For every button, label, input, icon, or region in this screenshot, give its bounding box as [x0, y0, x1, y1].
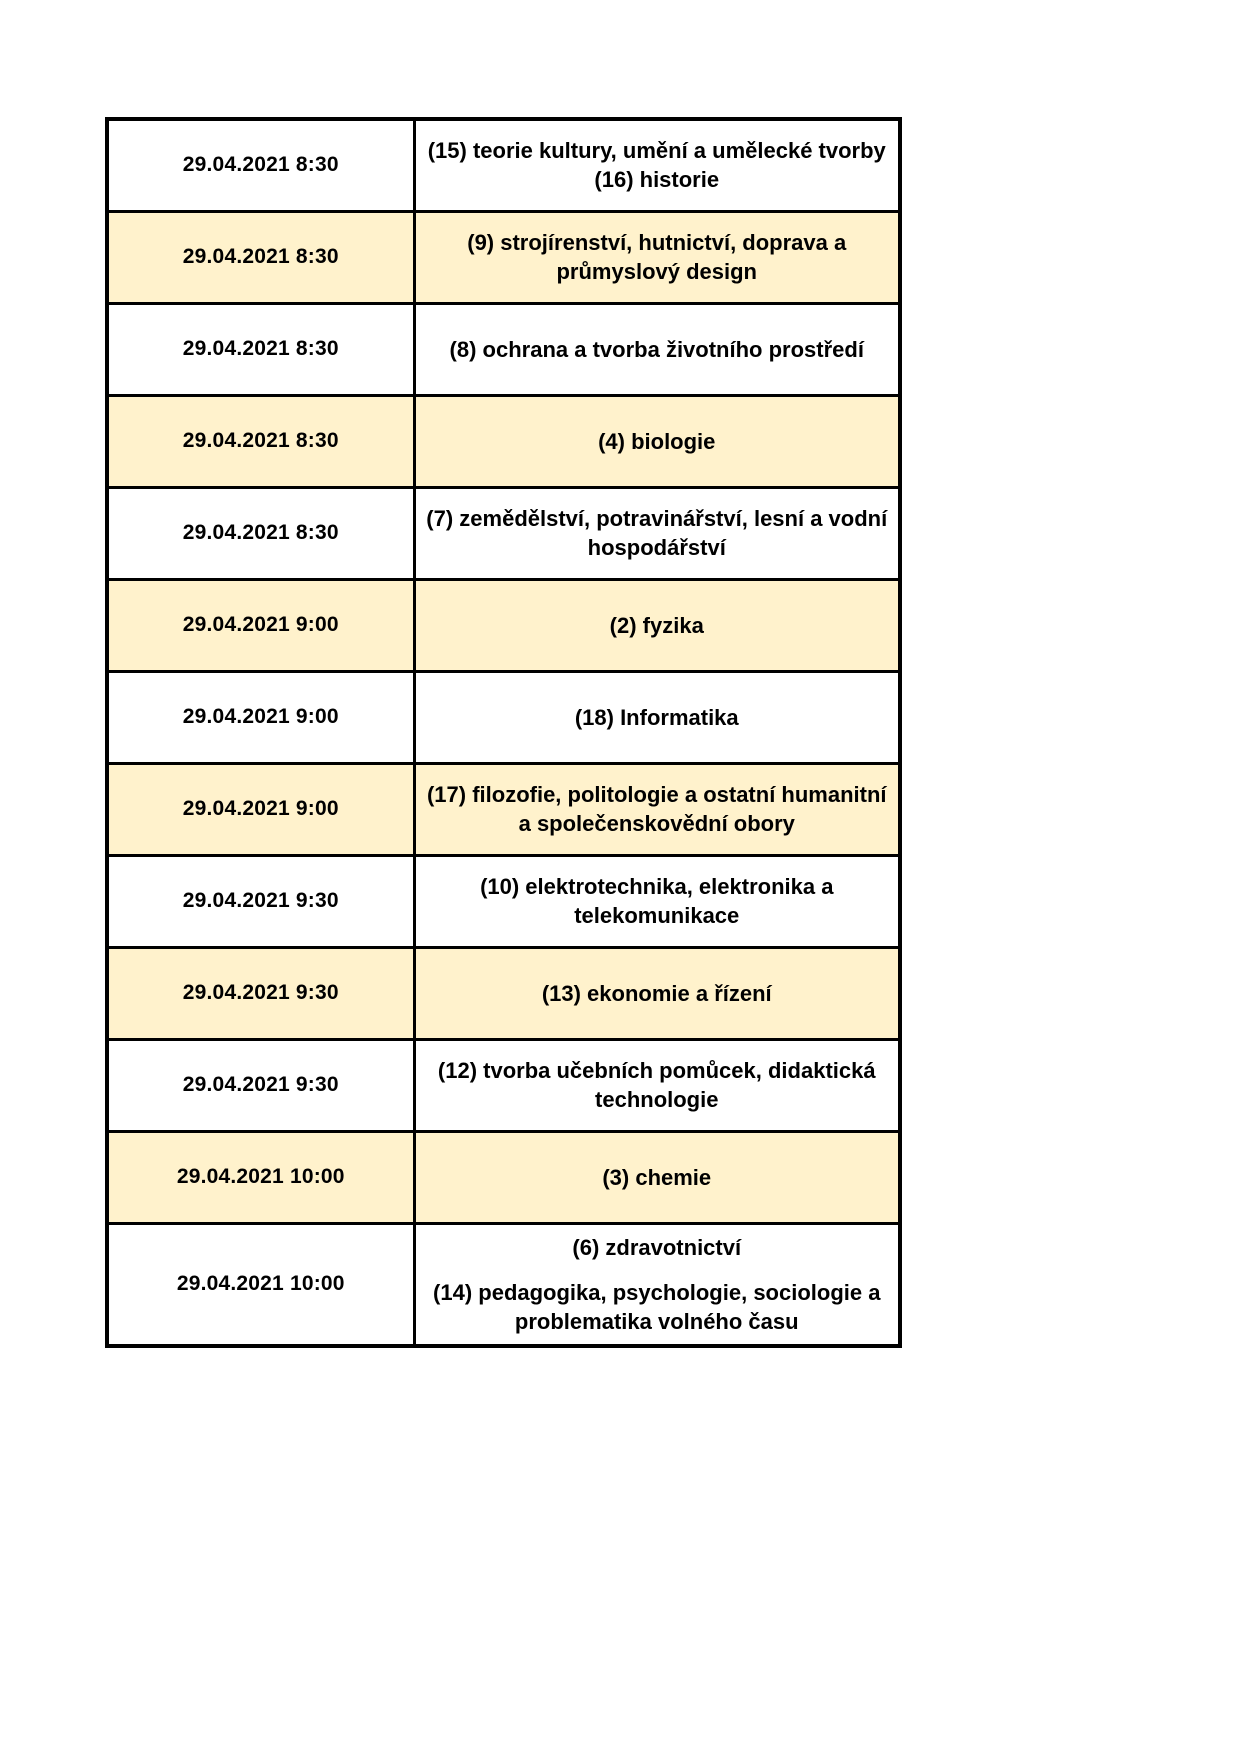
subject-line: (3) chemie [602, 1164, 712, 1190]
table-row [107, 579, 900, 671]
date-cell: 29.04.2021 9:00 [107, 579, 414, 671]
subject-line: (17) filozofie, politologie a ostatní humanitní a společenskovědní obory [426, 782, 887, 836]
subject-cell [414, 671, 900, 763]
table-row [107, 763, 900, 855]
subject-line: (13) ekonomie a řízení [541, 980, 772, 1006]
table-row [107, 395, 900, 487]
schedule-body [107, 119, 900, 1346]
date-cell: 29.04.2021 9:00 [107, 763, 414, 855]
date-cell: 29.04.2021 10:00 [107, 1223, 414, 1346]
table-row [107, 855, 900, 947]
subject-cell [414, 487, 900, 579]
date-cell: 29.04.2021 8:30 [107, 395, 414, 487]
subject-cell [414, 763, 900, 855]
table-row [107, 119, 900, 211]
subject-cell [414, 211, 900, 303]
subject-cell [414, 947, 900, 1039]
subject-cell [414, 1039, 900, 1131]
subject-cell [414, 119, 900, 211]
date-cell: 29.04.2021 10:00 [107, 1131, 414, 1223]
table-row [107, 1223, 900, 1346]
table-row [107, 1039, 900, 1131]
subject-line: (7) zemědělství, potravinářství, lesní a vodní hospodářství [426, 506, 888, 560]
date-cell: 29.04.2021 8:30 [107, 211, 414, 303]
subject-line: (9) strojírenství, hutnictví, doprava a průmyslový design [467, 230, 847, 284]
date-cell: 29.04.2021 9:30 [107, 947, 414, 1039]
table-row [107, 487, 900, 579]
subject-line: (2) fyzika [609, 612, 704, 638]
table-row [107, 947, 900, 1039]
subject-line: (14) pedagogika, psychologie, sociologie a problematika volného času [433, 1279, 881, 1334]
date-cell: 29.04.2021 8:30 [107, 119, 414, 211]
subject-cell [414, 579, 900, 671]
subject-cell [414, 1131, 900, 1223]
date-cell: 29.04.2021 8:30 [107, 487, 414, 579]
subject-cell [414, 303, 900, 395]
subject-cell [414, 855, 900, 947]
subject-line: (10) elektrotechnika, elektronika a telekomunikace [480, 874, 834, 928]
subject-line: (4) biologie [598, 428, 716, 454]
subject-line: (6) zdravotnictví [572, 1234, 742, 1260]
date-cell: 29.04.2021 8:30 [107, 303, 414, 395]
table-row [107, 671, 900, 763]
subject-line: (12) tvorba učebních pomůcek, didaktická technologie [437, 1058, 876, 1112]
date-cell: 29.04.2021 9:30 [107, 1039, 414, 1131]
subject-cell [414, 1223, 900, 1346]
schedule-table [105, 117, 902, 1348]
table-row [107, 303, 900, 395]
table-row [107, 1131, 900, 1223]
subject-line: (18) Informatika [574, 704, 739, 730]
date-cell: 29.04.2021 9:00 [107, 671, 414, 763]
subject-line: (16) historie [594, 167, 720, 193]
subject-cell [414, 395, 900, 487]
table-row [107, 211, 900, 303]
subject-line: (15) teorie kultury, umění a umělecké tvorby [427, 138, 886, 164]
date-cell: 29.04.2021 9:30 [107, 855, 414, 947]
subject-line: (8) ochrana a tvorba životního prostředí [449, 336, 864, 362]
